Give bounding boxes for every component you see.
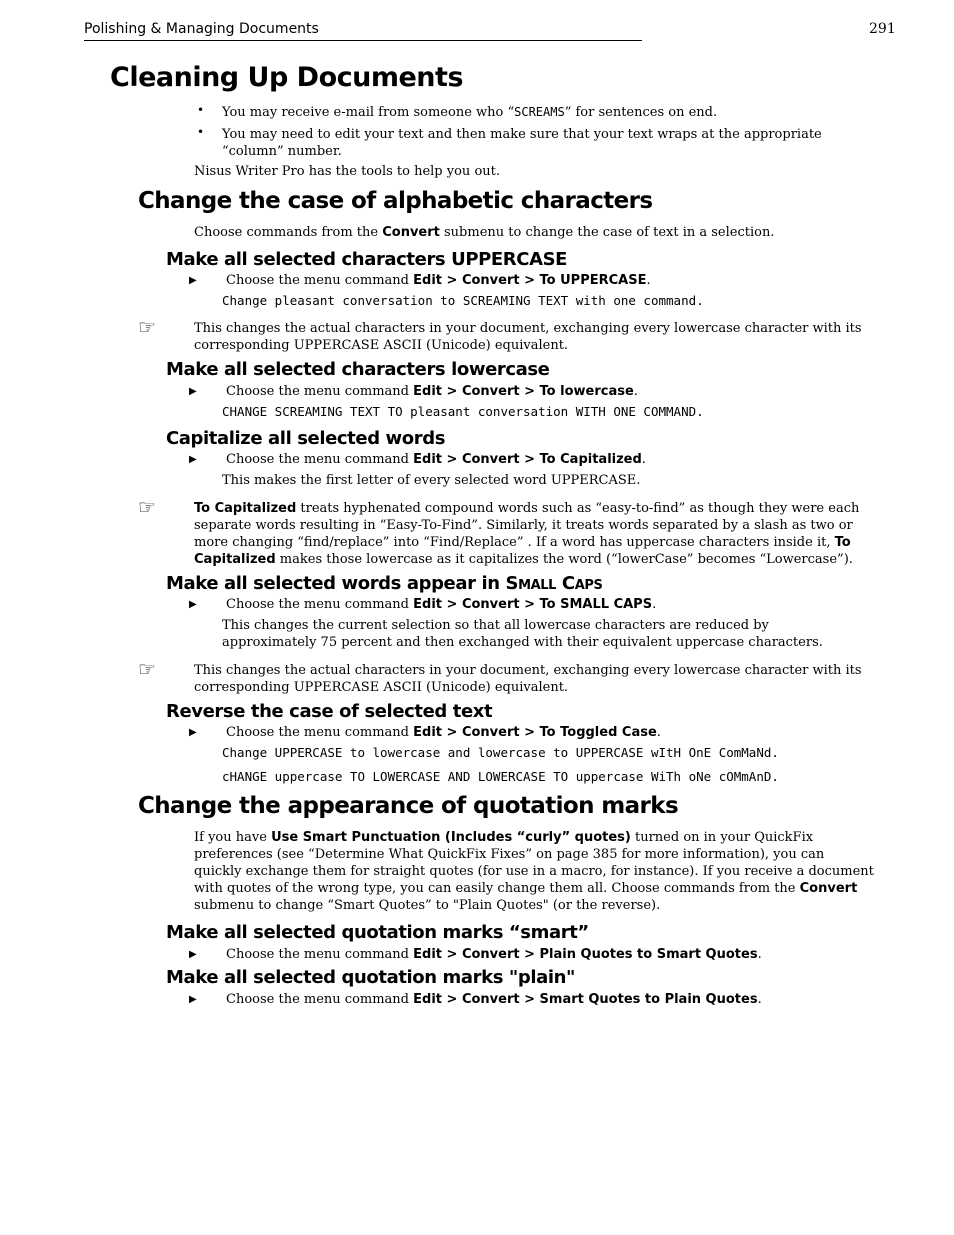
- step-uppercase: Choose the menu command Edit > Convert > To UPPERCASE.: [226, 273, 651, 288]
- example-toggle-2: cHANGE uppercase TO LOWERCASE AND LOWERCASE TO uppercase WiTh oNe cOMmAnD.: [222, 769, 779, 784]
- subheading-smallcaps: Make all selected words appear in Small Caps: [166, 573, 603, 594]
- subheading-capitalize: Capitalize all selected words: [166, 428, 446, 449]
- step-capitalize: Choose the menu command Edit > Convert > To Capitalized.: [226, 452, 646, 467]
- step-arrow-icon: ▶: [189, 275, 197, 286]
- smallcaps-description: This changes the current selection so that all lowercase characters are reduced by approximately 75 percent and then exchanged with their equivalent uppercase characters.: [222, 618, 823, 650]
- step-smallcaps: Choose the menu command Edit > Convert > To SMALL CAPS.: [226, 597, 657, 612]
- subheading-uppercase: Make all selected characters UPPERCASE: [166, 249, 568, 270]
- intro-bullet-1: You may receive e-mail from someone who “SCREAMS” for sentences on end.: [222, 105, 718, 120]
- subheading-plain-quotes: Make all selected quotation marks "plain": [166, 967, 576, 988]
- step-arrow-icon: ▶: [189, 454, 197, 465]
- step-lowercase: Choose the menu command Edit > Convert > To lowercase.: [226, 384, 638, 399]
- case-intro: Choose commands from the Convert submenu to change the case of text in a selection.: [194, 225, 775, 240]
- example-toggle-1: Change UPPERCASE to lowercase and lowercase to UPPERCASE wItH OnE ComMaNd.: [222, 745, 779, 760]
- step-arrow-icon: ▶: [189, 949, 197, 960]
- header-rule: [84, 40, 642, 41]
- note-smallcaps: This changes the actual characters in your document, exchanging every lowercase character with its corresponding UPPERCASE ASCII (Unicode) equivalent.: [194, 663, 862, 695]
- step-arrow-icon: ▶: [189, 994, 197, 1005]
- subheading-smart-quotes: Make all selected quotation marks “smart”: [166, 922, 589, 943]
- intro-paragraph: Nisus Writer Pro has the tools to help you out.: [194, 164, 500, 179]
- note-hand-icon: ☞: [138, 315, 156, 339]
- subheading-lowercase: Make all selected characters lowercase: [166, 359, 550, 380]
- capitalize-description: This makes the first letter of every selected word UPPERCASE.: [222, 473, 641, 488]
- quotes-paragraph: If you have Use Smart Punctuation (Includes “curly” quotes) turned on in your QuickFix preferences (see “Determine What QuickFix Fixes” on page 385 for more information), you can quickly exchange them for straight quotes (for use in a macro, for instance). If you receive a document with quotes of the wrong type, you can easily change them all. Choose commands from the Convert submenu to change “Smart Quotes” to "Plain Quotes" (or the reverse).: [194, 830, 874, 913]
- step-smart-quotes: Choose the menu command Edit > Convert > Plain Quotes to Smart Quotes.: [226, 947, 762, 962]
- intro-bullet-2: You may need to edit your text and then make sure that your text wraps at the appropriate “column” number.: [222, 127, 822, 159]
- step-arrow-icon: ▶: [189, 727, 197, 738]
- step-toggle: Choose the menu command Edit > Convert > To Toggled Case.: [226, 725, 661, 740]
- example-uppercase: Change pleasant conversation to SCREAMING TEXT with one command.: [222, 293, 704, 308]
- note-capitalize: To Capitalized treats hyphenated compound words such as “easy-to-find” as though they were each separate words resulting in “Easy-To-Find”. Similarly, it treats words separated by a slash as two or more changing “find/replace” into “Find/Replace” . If a word has uppercase characters inside it, To Capitalized makes those lowercase as it capitalizes the word (“lowerCase” becomes “Lowercase”).: [194, 501, 860, 567]
- note-hand-icon: ☞: [138, 495, 156, 519]
- bullet-icon: •: [197, 103, 205, 117]
- example-lowercase: CHANGE SCREAMING TEXT TO pleasant conversation WITH ONE COMMAND.: [222, 404, 704, 419]
- note-hand-icon: ☞: [138, 657, 156, 681]
- subheading-toggle: Reverse the case of selected text: [166, 701, 493, 722]
- step-arrow-icon: ▶: [189, 599, 197, 610]
- page-number: 291: [869, 21, 896, 37]
- note-uppercase: This changes the actual characters in your document, exchanging every lowercase character with its corresponding UPPERCASE ASCII (Unicode) equivalent.: [194, 321, 862, 353]
- step-plain-quotes: Choose the menu command Edit > Convert > Smart Quotes to Plain Quotes.: [226, 992, 762, 1007]
- section-heading-case: Change the case of alphabetic characters: [138, 188, 653, 214]
- section-heading-quotes: Change the appearance of quotation marks: [138, 793, 679, 819]
- bullet-icon: •: [197, 125, 205, 139]
- running-header: Polishing & Managing Documents: [84, 21, 319, 37]
- page-title: Cleaning Up Documents: [110, 62, 464, 93]
- step-arrow-icon: ▶: [189, 386, 197, 397]
